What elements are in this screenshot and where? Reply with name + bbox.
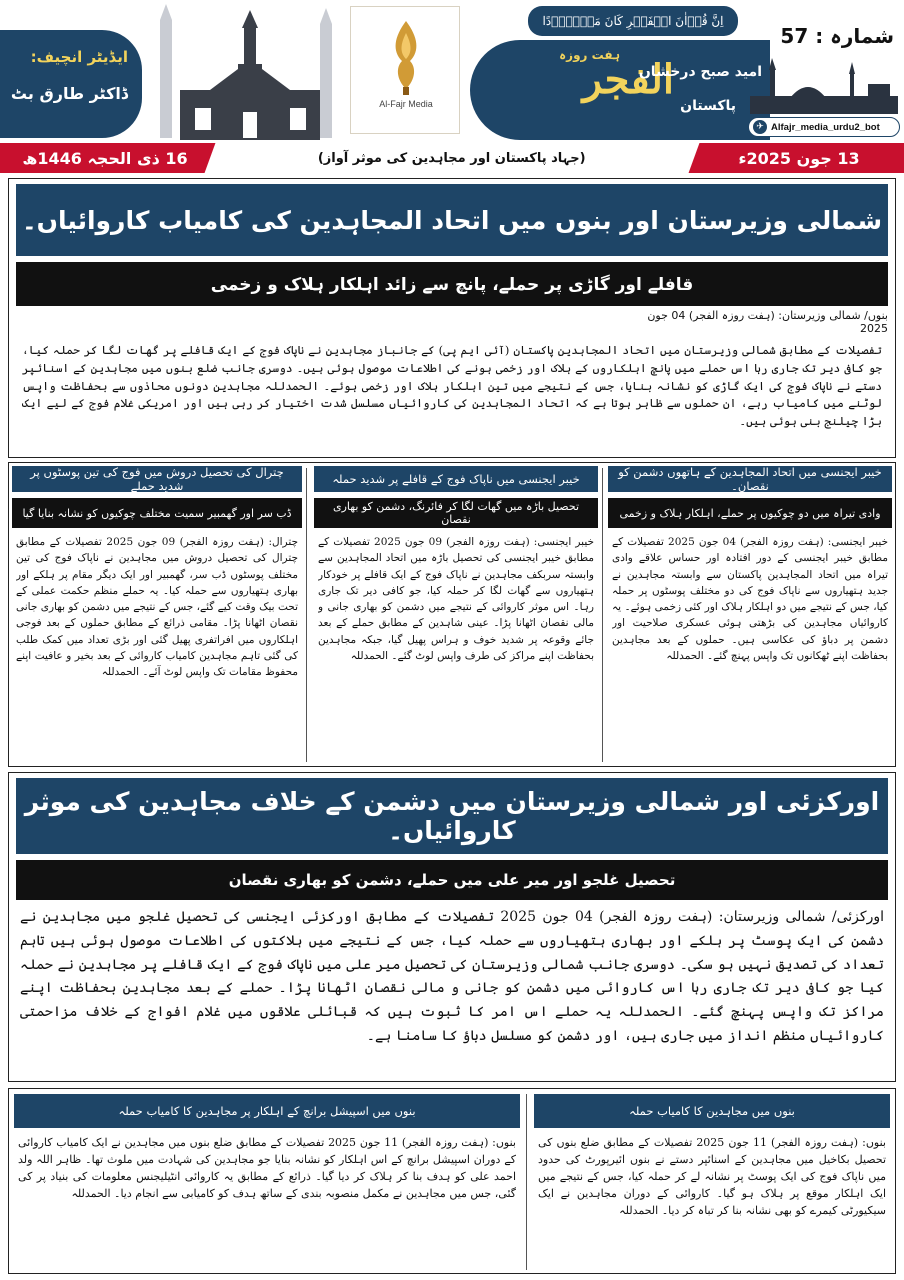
al-fajr-logo	[350, 6, 460, 134]
col3-subtitle: ڈب سر اور گھمبیر سمیت مختلف چوکیوں کو نشانہ بنایا گیا	[12, 498, 302, 528]
story1-source-line2: 2025	[860, 322, 888, 335]
editor-label: ایڈیٹر انچیف:	[30, 48, 128, 66]
col2-title: خیبر ایجنسی میں ناپاک فوج کے قافلے پر شدید حملہ	[314, 466, 598, 492]
editor-panel	[0, 30, 142, 138]
slogan: امید صبح درخشاں	[638, 64, 762, 80]
col1-subtitle: وادی تیراہ میں دو چوکیوں پر حملے، اہلکار ہلاک و زخمی	[608, 498, 892, 528]
bottom2-body: بنوں: (ہفت روزہ الفجر) 11 جون 2025 تفصیلات کے مطابق ضلع بنوں میں مجاہدین نے ایک کامیاب کاروائی کے دوران اسپیشل برانچ کے اس اہلکار کو نشانہ بنایا جو مجاہدین کی شہادت میں ملوث تھا۔ ظاہر اللہ ولد احمد علی کو ہدف بنا کر ہلاک کر دیا گیا۔ ذرائع کے مطابق یہ کاروائی انٹیلیجنس معلومات کی بنیاد پر کی گئی، جس میں مجاہدین نے مکمل منصوبہ بندی کے ساتھ ہدف کو کامیابی سے انجام دیا۔ الحمدللہ	[18, 1136, 516, 1201]
gregorian-date: 13 جون 2025ء	[738, 148, 860, 168]
story2-headline: اورکزئی اور شمالی وزیرستان میں دشمن کے خلاف مجاہدین کی موثر کاروائیاں۔	[16, 778, 888, 854]
telegram-handle: Alfajr_media_urdu2_bot	[771, 121, 880, 133]
logo-caption: Al-Fajr Media	[379, 99, 433, 109]
column-divider	[526, 1094, 527, 1270]
story1-headline: شمالی وزیرستان اور بنوں میں اتحاد المجاہدین کی کامیاب کاروائیاں۔	[16, 184, 888, 256]
dateline-bar	[0, 143, 904, 173]
telegram-icon: ✈	[753, 120, 767, 134]
bottom1-body: بنوں: (ہفت روزہ الفجر) 11 جون 2025 تفصیلات کے مطابق ضلع بنوں کی تحصیل بکاخیل میں مجاہدین کے اسنائپر دستے نے بنوں ائیرپورٹ کی حدود میں ناپاک فوج کی ایک پوسٹ پر نشانہ لے کر حملہ کیا، جس کے نتیجے میں ایک اہلکار موقع پر ہلاک ہو گیا۔ کاروائی کے دوران مجاہدین نے ایک سیکیورٹی کیمرے کو بھی نشانہ بنا کر تباہ کر دیا۔ الحمدللہ	[538, 1136, 886, 1218]
hijri-date: 16 ذی الحجہ 1446ھ	[22, 148, 188, 168]
masthead-title: الفجر	[582, 56, 674, 103]
story2-body: اورکزئی/ شمالی وزیرستان: (ہفت روزہ الفجر) 04 جون 2025 تفصیلات کے مطابق اورکزئی ایجنسی کی تحصیل غلجو میں مجاہدین نے دشمن کی ایک پوسٹ پر ہلکے اور بھاری ہتھیاروں سے حملہ کیا، جس کے نتیجے میں ہلاکتوں کی اطلاعات موصول ہوئی ہیں تاہم تعداد کی تصدیق نہیں ہو سکی۔ دوسری جانب شمالی وزیرستان کی تحصیل میر علی میں ناپاک فوج کے ایک قافلے پر مجاہدین نے حملہ کیا جو کافی دیر تک جاری رہا اس کاروائی میں دشمن کو جانی و مالی نقصان اٹھانا پڑا۔ حملے کے بعد مجاہدین بحفاظت اپنے مراکز تک واپس پہنچ گئے۔ الحمدللہ یہ حملے اس امر کا ثبوت ہیں کہ قبائلی علاقوں میں غلام افواج کے خلاف مزاحمتی کاروائیاں منظم انداز میں جاری ہیں، اور دشمن کو مسلسل دباؤ کا سامنا ہے۔	[20, 909, 884, 1044]
masthead-banner	[470, 40, 770, 140]
issue-panel	[742, 0, 904, 140]
masthead	[0, 0, 904, 140]
telegram-badge[interactable]	[748, 117, 900, 137]
story1-body: تفصیلات کے مطابق شمالی وزیرستان میں اتحاد المجاہدین پاکستان (آئی ایم پی) کے جانباز مجاہدین نے ناپاک فوج کے ایک قافلے پر گھات لگا کر حملہ کیا، جو کافی دیر تک جاری رہا اس حملے میں پانچ اہلکاروں کے ہلاک اور زخمی ہونے کی اطلاعات موصول ہوئی ہیں۔ دوسری جانب ضلع بنوں میں مجاہدین کے اسنائپر دستے نے ناپاک فوج کی ایک گاڑی کو نشانہ بنایا، جس کے نتیجے میں تین اہلکار ہلاک اور زخمی ہوئے۔ الحمدللہ مجاہدین دونوں محاذوں سے بحفاظت واپس لوٹنے میں کامیاب رہے، ان حملوں سے ظاہر ہوتا ہے کہ اتحاد المجاہدین کی کاروائیاں مسلسل شدت اختیار کر رہی ہیں اور امریکی غلام فوج کے لیے ایک بڑا چیلنج بنی ہوئی ہیں۔	[22, 343, 882, 429]
country-label: پاکستان	[680, 98, 736, 114]
col1-body: خیبر ایجنسی: (ہفت روزہ الفجر) 04 جون 2025 تفصیلات کے مطابق خیبر ایجنسی کے دور افتادہ اور حساس علاقے وادی تیراہ میں اتحاد المجاہدین پاکستان سے وابستہ مجاہدین نے جدید ہتھیاروں سے ناپاک فوج کی دو مختلف پوسٹوں پر حملہ کیا، جس کے نتیجے میں دو اہلکار ہلاک اور کئی زخمی ہوئے۔ یہ کاروائیاں مجاہدین کی بڑھتی ہوئی عسکری صلاحیت اور دشمن پر دباؤ کی عکاسی ہیں۔ حملوں کے بعد مجاہدین بحفاظت اپنے ٹھکانوں تک واپس پہنچ گئے۔ الحمدللہ	[612, 536, 888, 662]
minar-skyline-illustration	[150, 0, 345, 140]
bottom2-title: بنوں میں اسپیشل برانچ کے اہلکار پر مجاہدین کا کامیاب حملہ	[14, 1094, 520, 1128]
col2-subtitle: تحصیل باڑہ میں گھات لگا کر فائرنگ، دشمن کو بھاری نقصان	[314, 498, 598, 528]
column-divider	[602, 468, 603, 762]
bottom1-title: بنوں میں مجاہدین کا کامیاب حملہ	[534, 1094, 890, 1128]
story1-subheadline: قافلے اور گاڑی پر حملے، پانچ سے زائد اہلکار ہلاک و زخمی	[16, 262, 888, 306]
col1-title: خیبر ایجنسی میں اتحاد المجاہدین کے ہاتھوں دشمن کو نقصان۔	[608, 466, 892, 492]
story1-source	[448, 309, 888, 335]
tagline-box	[205, 143, 700, 173]
skyline-silhouette-illustration	[750, 58, 898, 114]
flame-pen-icon	[376, 17, 436, 97]
col3-body: چترال: (ہفت روزہ الفجر) 09 جون 2025 تفصیلات کے مطابق چترال کی تحصیل دروش میں مجاہدین نے ناپاک فوج کی تین مختلف پوسٹوں ڈب سر، گھمبیر اور ایک دیگر مقام پر ہلکے اور بھاری ہتھیاروں سے حملہ کیا۔ یہ حملے منظم حکمت عملی کے تحت بیک وقت کیے گئے، جس کے نتیجے میں دشمن کو بھاری جانی نقصان اٹھانا پڑا۔ مقامی ذرائع کے مطابق حملوں کے بعد فوجی اہلکاروں میں افراتفری پھیل گئی اور بڑی تعداد میں کمک طلب کی گئی تاہم مجاہدین کامیاب کاروائی کے بعد بخیر و عافیت اپنے محفوظ مقامات تک واپس لوٹ آئے۔ الحمدللہ	[16, 536, 298, 679]
column-divider	[306, 468, 307, 762]
weekly-label: ہفت روزہ	[559, 48, 620, 62]
col2-body: خیبر ایجنسی: (ہفت روزہ الفجر) 09 جون 2025 تفصیلات کے مطابق خیبر ایجنسی کی تحصیل باڑہ میں اتحاد المجاہدین سے وابستہ سربکف مجاہدین نے ناپاک فوج کے ایک قافلے پر خودکار ہتھیاروں سے گھات لگا کر حملہ کیا، جو کافی دیر تک جاری رہا۔ اس موثر کاروائی کے نتیجے میں دشمن کو بھاری جانی و مالی نقصان اٹھانا پڑا۔ عینی شاہدین کے مطابق حملے کے بعد جائے وقوعہ پر شدید خوف و ہراس پھیل گیا، جبکہ مجاہدین بحفاظت اپنے مراکز کی طرف واپس لوٹ گئے۔ الحمدللہ	[318, 536, 594, 662]
story2-subheadline: تحصیل غلجو اور میر علی میں حملے، دشمن کو بھاری نقصان	[16, 860, 888, 900]
editor-name: ڈاکٹر طارق بٹ	[10, 84, 128, 103]
issue-number: شمارہ : 57	[780, 24, 894, 48]
col3-title: چترال کی تحصیل دروش میں فوج کی تین پوسٹوں پر شدید حملے	[12, 466, 302, 492]
quran-calligraphy: اِنَّ قُرۡاٰنَ الۡفَجۡرِ کَانَ مَشۡہُوۡدًا	[528, 6, 738, 36]
story1-source-line1: بنوں/ شمالی وزیرستان: (ہفت روزہ الفجر) 04 جون	[647, 309, 888, 322]
tagline: (جہاد پاکستان اور مجاہدین کی موثر آواز)	[318, 150, 586, 166]
